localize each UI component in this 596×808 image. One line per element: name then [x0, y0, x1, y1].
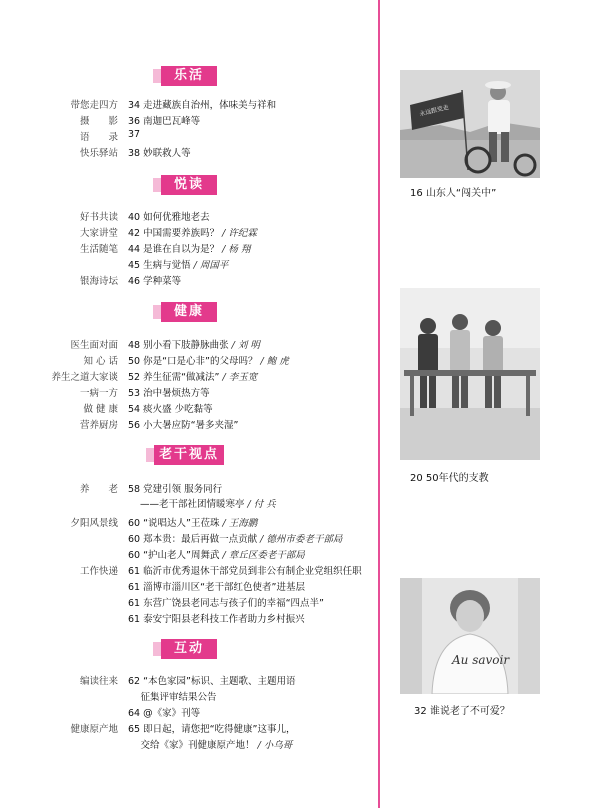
- category-label: 一病一方: [79, 388, 118, 399]
- category-label: 知 心 话: [83, 356, 118, 367]
- toc-entry[interactable]: 38 妙联救人等: [128, 148, 191, 159]
- toc-entry[interactable]: 61 东营广饶县老同志与孩子们的幸福“四点半”: [128, 598, 324, 609]
- photo-man-with-flag-image: [400, 70, 540, 178]
- section-banner-hudong: 互动: [161, 639, 217, 659]
- photo-three-teachers-image: [400, 288, 540, 460]
- photo-man-with-flag[interactable]: [400, 70, 540, 178]
- category-label: 摄 影: [79, 116, 118, 127]
- category-label: 养生之道大家谈: [51, 372, 118, 383]
- category-label: 工作快递: [79, 566, 118, 577]
- toc-entry[interactable]: 61 临沂市优秀退休干部党员到非公有制企业党组织任职: [128, 566, 362, 577]
- toc-entry[interactable]: 45 生病与觉悟 / 周国平: [128, 260, 229, 271]
- toc-entry-subtitle[interactable]: ——老干部社团情暖寒亭 / 付 兵: [140, 499, 276, 510]
- toc-entry[interactable]: 44 是谁在自以为是？ / 杨 翔: [128, 244, 251, 255]
- section-banner-leyuan: 乐活: [161, 66, 217, 86]
- shirt-print: Au savoir: [452, 653, 510, 667]
- photo-old-woman[interactable]: [400, 578, 540, 694]
- toc-entry[interactable]: 42 中国需要养族吗？ / 许纪霖: [128, 228, 257, 239]
- section-banner-laogan: 老干视点: [154, 445, 224, 465]
- category-label: 大家讲堂: [79, 228, 118, 239]
- photo-three-teachers[interactable]: [400, 288, 540, 460]
- toc-entry-cont[interactable]: 征集评审结果公告: [128, 692, 217, 703]
- toc-entry[interactable]: 61 泰安宁阳县老科技工作者助力乡村振兴: [128, 614, 305, 625]
- toc-entry[interactable]: 40 如何优雅地老去: [128, 212, 210, 223]
- toc-entry[interactable]: 60 郑本贵：最后再做一点贡献 / 德州市委老干部局: [128, 534, 343, 545]
- category-label: 带您走四方: [70, 100, 118, 111]
- toc-entry[interactable]: 37: [128, 129, 141, 140]
- toc-entry-cont[interactable]: 交给《家》刊健康原产地！ / 小乌哥: [128, 740, 293, 751]
- category-label: 健康原产地: [70, 724, 118, 735]
- category-label: 养 老: [79, 484, 118, 495]
- toc-entry[interactable]: 48 别小看下肢静脉曲张 / 刘 明: [128, 340, 260, 351]
- toc-entry[interactable]: 53 治中暑烦热方等: [128, 388, 210, 399]
- category-label: 银海诗坛: [79, 276, 118, 287]
- flag-text: 永远跟党走: [418, 103, 450, 118]
- section-banner-jiankang: 健康: [161, 302, 217, 322]
- photo-caption: 20 50年代的支教: [410, 473, 489, 484]
- section-banner-yuedu: 悦读: [161, 175, 217, 195]
- photo-caption: 32 谁说老了不可爱？: [414, 706, 510, 717]
- toc-entry[interactable]: 60 “说唱达人”王莅珠 / 王海鹏: [128, 518, 258, 529]
- category-label: 语 录: [79, 132, 118, 143]
- toc-entry[interactable]: 64 @《家》刊等: [128, 708, 201, 719]
- photo-caption: 16 山东人“闯关中”: [410, 188, 497, 199]
- category-label: 编读往来: [79, 676, 118, 687]
- divider-line: [378, 0, 380, 808]
- toc-entry[interactable]: 34 走进藏族自治州，体味美与祥和: [128, 100, 277, 111]
- toc-entry[interactable]: 56 小大暑应防“暑多夹湿”: [128, 420, 239, 431]
- category-label: 快乐驿站: [79, 148, 118, 159]
- toc-entry[interactable]: 60 “护山老人”周舞武 / 章丘区委老干部局: [128, 550, 305, 561]
- category-label: 做 健 康: [83, 404, 118, 415]
- photo-old-woman-image: [400, 578, 540, 694]
- toc-entry[interactable]: 61 淄博市淄川区“老干部红色使者”进基层: [128, 582, 305, 593]
- toc-entry[interactable]: 62 “本色家园”标识、主题歌、主题用语: [128, 676, 296, 687]
- toc-entry[interactable]: 54 痰火盛 少吃黏等: [128, 404, 213, 415]
- toc-entry[interactable]: 46 学种菜等: [128, 276, 182, 287]
- toc-entry[interactable]: 58 党建引领 服务同行: [128, 484, 223, 495]
- category-label: 夕阳风景线: [70, 518, 118, 529]
- category-label: 生活随笔: [79, 244, 118, 255]
- category-label: 营养厨房: [79, 420, 118, 431]
- toc-entry[interactable]: 36 南迦巴瓦峰等: [128, 116, 201, 127]
- toc-entry[interactable]: 52 养生征需“做减法” / 李玉宽: [128, 372, 258, 383]
- category-label: 医生面对面: [70, 340, 118, 351]
- category-label: 好书共读: [79, 212, 118, 223]
- toc-entry[interactable]: 50 你是“口是心非”的父母吗？ / 鲍 虎: [128, 356, 289, 367]
- toc-entry[interactable]: 65 即日起，请您把“吃得健康”这事儿，: [128, 724, 296, 735]
